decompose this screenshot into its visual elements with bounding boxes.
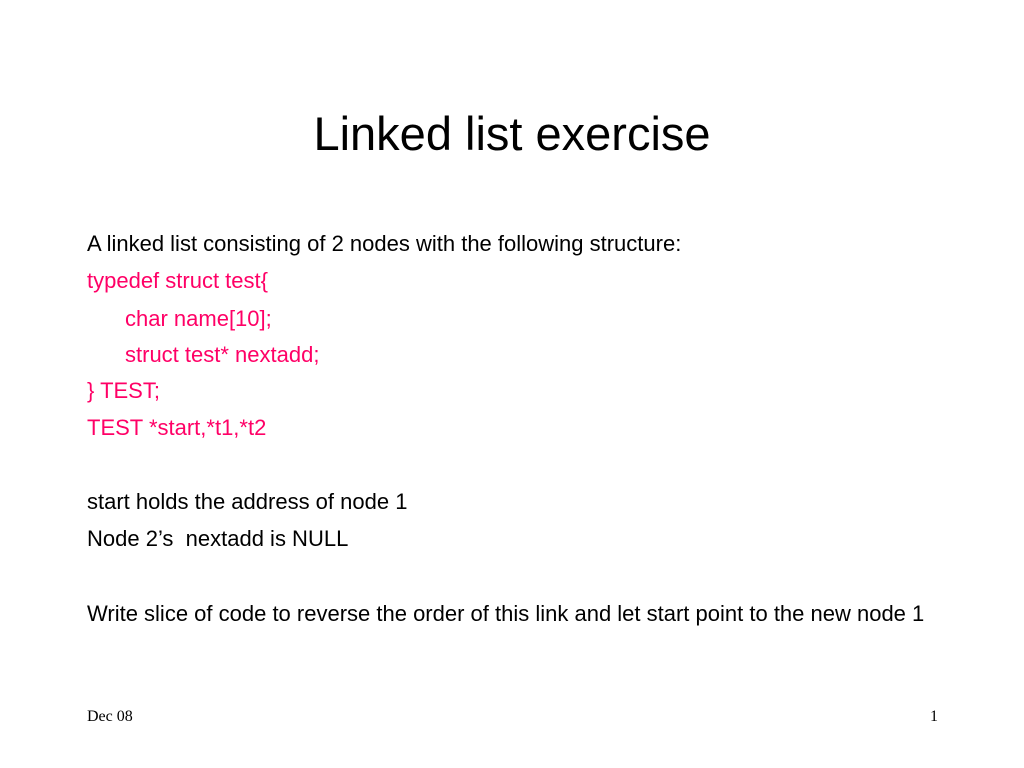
code-line-nextadd-field: struct test* nextadd; — [125, 342, 320, 367]
footer-date: Dec 08 — [87, 708, 133, 725]
intro-text: A linked list consisting of 2 nodes with the following structure: — [87, 231, 682, 256]
code-line-declaration: TEST *start,*t1,*t2 — [87, 415, 267, 440]
code-line-typedef: typedef struct test{ — [87, 268, 268, 293]
code-line-name-field: char name[10]; — [125, 306, 272, 331]
slide-title: Linked list exercise — [313, 107, 711, 160]
footer-page-number: 1 — [930, 708, 938, 725]
fact-start-address: start holds the address of node 1 — [87, 489, 408, 514]
fact-node2-null: Node 2’s nextadd is NULL — [87, 526, 349, 551]
code-line-closing: } TEST; — [87, 378, 160, 403]
task-text: Write slice of code to reverse the order of this link and let start point to the new node 1 — [87, 601, 925, 626]
